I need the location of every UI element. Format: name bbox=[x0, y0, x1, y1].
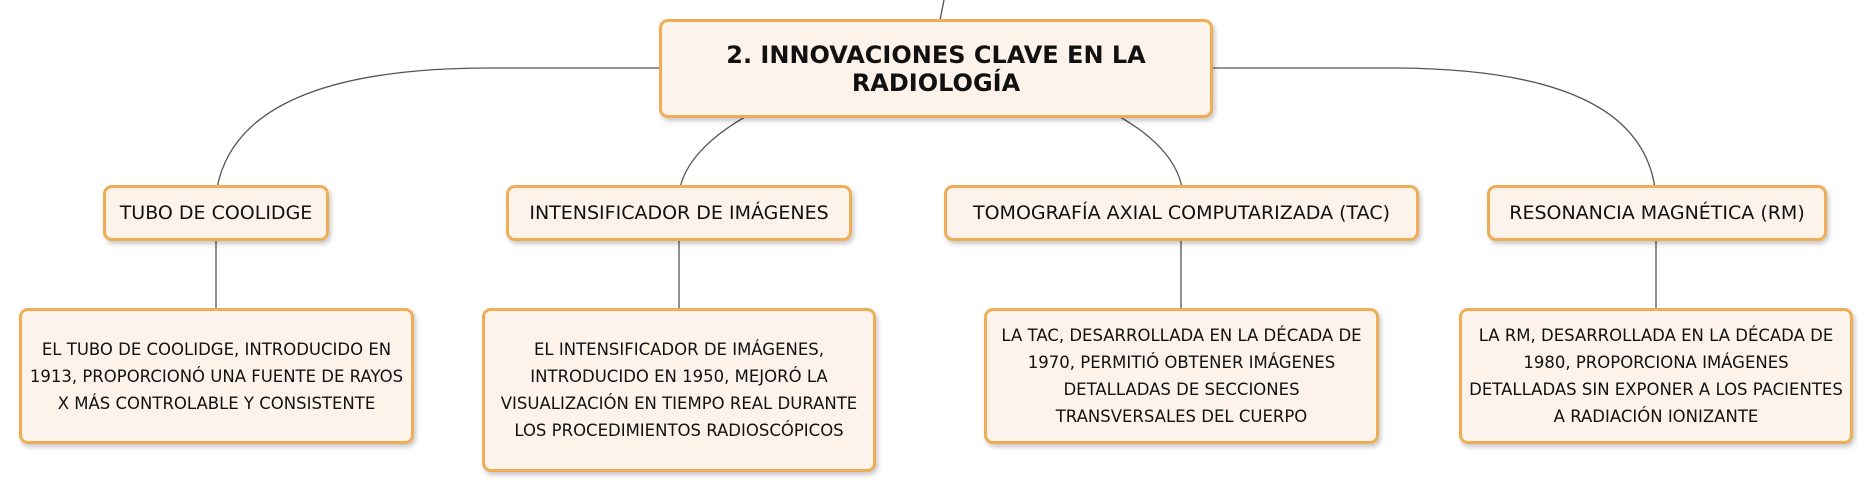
detail-node-tubo-coolidge[interactable] bbox=[19, 308, 414, 444]
detail-node-tac[interactable] bbox=[984, 308, 1379, 444]
branch-node-tac[interactable] bbox=[944, 185, 1419, 241]
connector-root-tac bbox=[1120, 117, 1182, 188]
detail-text: EL INTENSIFICADOR DE IMÁGENES, INTRODUCIDO EN 1950, MEJORÓ LA VISUALIZACIÓN EN TIEMPO REAL DURANTE LOS PROCEDIMIENTOS RADIOSCÓPICOS bbox=[500, 340, 858, 440]
branch-node-rm[interactable] bbox=[1487, 185, 1827, 241]
connector-root-rm bbox=[1212, 68, 1655, 188]
parent-connector bbox=[940, 0, 944, 20]
detail-text: LA RM, DESARROLLADA EN LA DÉCADA DE 1980, PROPORCIONA IMÁGENES DETALLADAS SIN EXPONER A LOS PACIENTES A RADIACIÓN IONIZANTE bbox=[1469, 326, 1843, 426]
detail-text: LA TAC, DESARROLLADA EN LA DÉCADA DE 1970, PERMITIÓ OBTENER IMÁGENES DETALLADAS DE SECCIONES TRANSVERSALES DEL CUERPO bbox=[1001, 326, 1362, 426]
connector-root-coolidge bbox=[217, 68, 661, 188]
root-topic-label: 2. INNOVACIONES CLAVE EN LA RADIOLOGÍA bbox=[726, 40, 1146, 97]
detail-node-intensificador[interactable] bbox=[482, 308, 876, 472]
branch-node-intensificador[interactable] bbox=[506, 185, 852, 241]
root-topic-node[interactable] bbox=[659, 19, 1213, 118]
branch-label: TOMOGRAFÍA AXIAL COMPUTARIZADA (TAC) bbox=[972, 202, 1391, 224]
branch-label: INTENSIFICADOR DE IMÁGENES bbox=[529, 202, 829, 224]
branch-label: TUBO DE COOLIDGE bbox=[119, 202, 313, 224]
detail-text: EL TUBO DE COOLIDGE, INTRODUCIDO EN 1913, PROPORCIONÓ UNA FUENTE DE RAYOS X MÁS CONTROLABLE Y CONSISTENTE bbox=[29, 339, 404, 413]
connector-root-intensificador bbox=[680, 117, 745, 188]
branch-node-tubo-coolidge[interactable] bbox=[103, 185, 329, 241]
branch-label: RESONANCIA MAGNÉTICA (RM) bbox=[1509, 202, 1805, 224]
detail-node-rm[interactable] bbox=[1459, 308, 1853, 444]
